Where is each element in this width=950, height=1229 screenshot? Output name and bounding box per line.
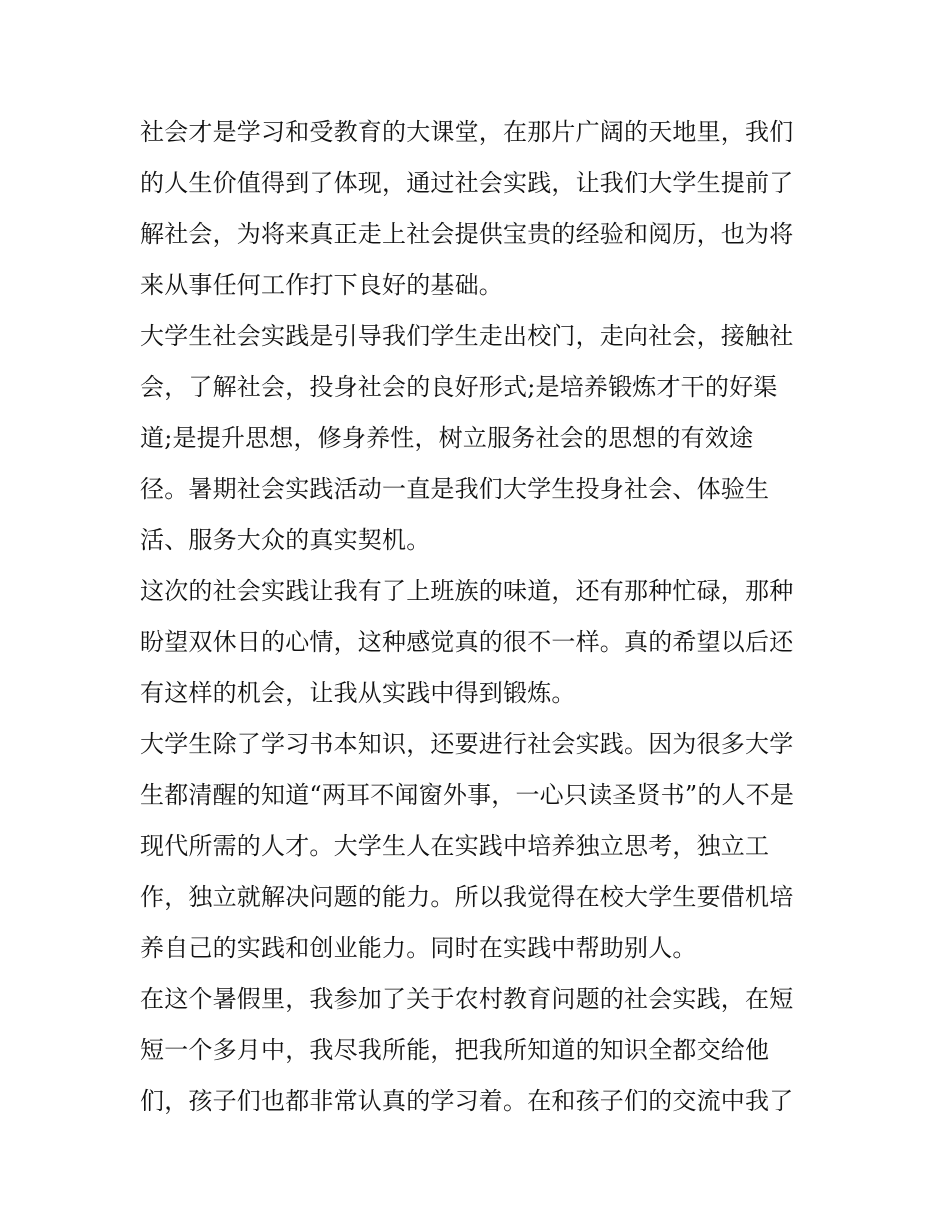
text-line: 道;是提升思想，修身养性，树立服务社会的思想的有效途 [140, 424, 754, 452]
text-line: 养自己的实践和创业能力。同时在实践中帮助别人。 [140, 934, 697, 962]
document-body [140, 107, 830, 1127]
text-line: 径。暑期社会实践活动一直是我们大学生投身社会、体验生 [140, 475, 770, 503]
text-line: 会，了解社会，投身社会的良好形式;是培养锻炼才干的好渠 [140, 373, 778, 401]
text-line: 来从事任何工作打下良好的基础。 [140, 271, 503, 299]
text-line: 大学生除了学习书本知识，还要进行社会实践。因为很多大学 [140, 730, 794, 758]
text-line: 生都清醒的知道“两耳不闻窗外事，一心只读圣贤书”的人不是 [140, 781, 795, 809]
text-line: 们，孩子们也都非常认真的学习着。在和孩子们的交流中我了 [140, 1087, 794, 1115]
text-line: 社会才是学习和受教育的大课堂，在那片广阔的天地里，我们 [140, 118, 794, 146]
text-line: 现代所需的人才。大学生人在实践中培养独立思考，独立工 [140, 832, 770, 860]
text-line: 短一个多月中，我尽我所能，把我所知道的知识全都交给他 [140, 1036, 770, 1064]
paragraph-2 [140, 311, 830, 566]
paragraph-3 [140, 566, 830, 719]
paragraph-4 [140, 719, 830, 974]
text-line: 的人生价值得到了体现，通过社会实践，让我们大学生提前了 [140, 169, 794, 197]
paragraph-5 [140, 974, 830, 1127]
text-line: 解社会，为将来真正走上社会提供宝贵的经验和阅历，也为将 [140, 220, 794, 248]
text-line: 作，独立就解决问题的能力。所以我觉得在校大学生要借机培 [140, 883, 794, 911]
text-line: 盼望双休日的心情，这种感觉真的很不一样。真的希望以后还 [140, 628, 794, 656]
text-line: 有这样的机会，让我从实践中得到锻炼。 [140, 679, 576, 707]
text-line: 活、服务大众的真实契机。 [140, 526, 431, 554]
paragraph-1 [140, 107, 830, 311]
text-line: 这次的社会实践让我有了上班族的味道，还有那种忙碌，那种 [140, 577, 794, 605]
text-line: 在这个暑假里，我参加了关于农村教育问题的社会实践，在短 [140, 985, 794, 1013]
text-line: 大学生社会实践是引导我们学生走出校门，走向社会，接触社 [140, 322, 794, 350]
